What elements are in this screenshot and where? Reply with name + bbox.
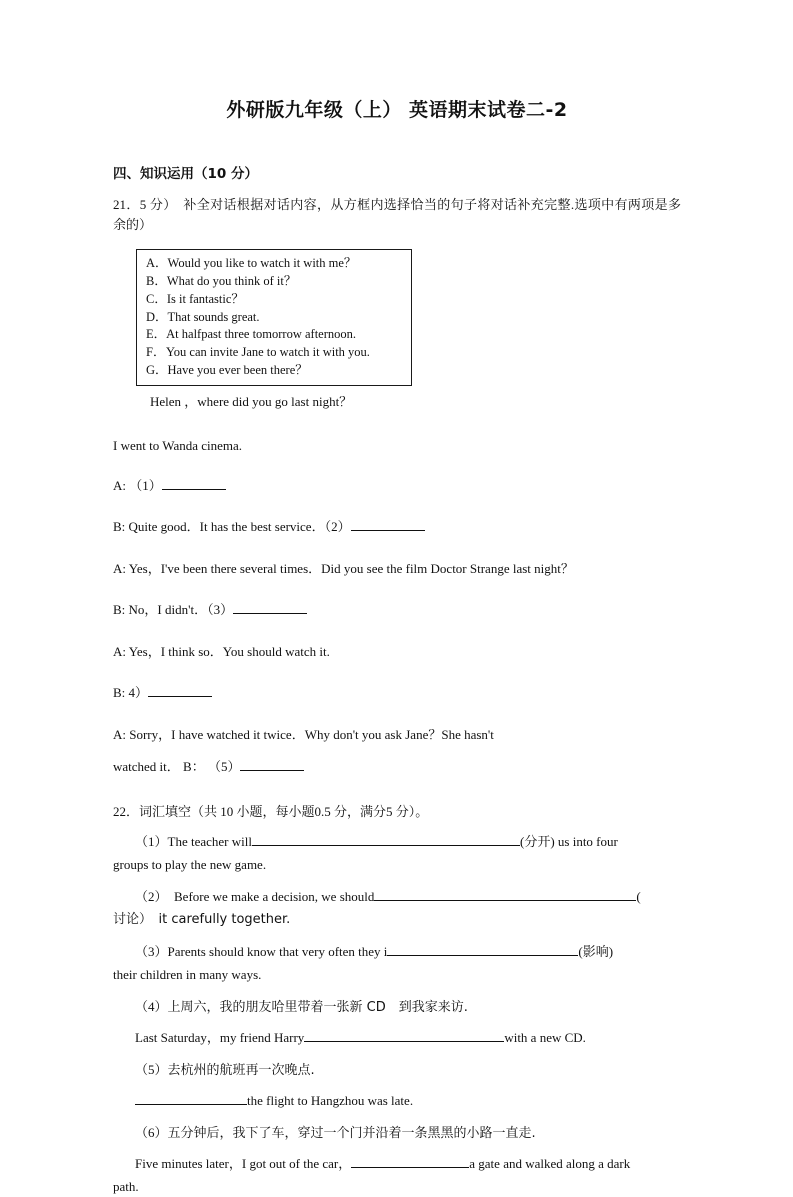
dialogue-text: Yes，I think so．You should watch it. [128,643,330,659]
item-text-after: with a new CD. [504,1029,586,1045]
option-text: Would you like to watch it with me？ [167,256,357,271]
speaker-label: A: [113,726,126,742]
dialogue-line-1 [113,476,681,496]
dialogue-standalone-line: I went to Wanda cinema. [113,437,243,453]
item-number: （2） [135,888,162,904]
item-text-before: Last Saturday，my friend Harry [135,1029,305,1045]
speaker-label: B: [113,602,126,618]
dialogue-text: watched it． [113,759,180,775]
speaker-label: A: [113,643,126,659]
dialogue-text: Quite good．It has the best service．（2） [128,519,351,535]
fill-blank-22-3[interactable] [387,942,578,955]
dialogue-text: No，I didn't．（3） [128,602,234,618]
option-item [146,362,403,380]
question-22-item-2-wrap: 讨论） it carefully together. [113,911,291,927]
dialogue-line-4 [113,600,681,620]
question-22-item-2 [113,886,681,907]
option-text: What do you think of it？ [166,274,297,289]
dialogue-line-8 [113,757,681,777]
dialogue-text: Sorry，I have watched it twice．Why don't you ask Jane？She hasn't [129,726,494,742]
question-22-item-6 [113,1122,681,1144]
item-number: （3） [135,943,168,959]
option-item [146,344,403,362]
item-chinese: 去杭州的航班再一次晚点. [167,1062,315,1078]
item-text-after: a gate and walked along a dark [469,1156,631,1172]
option-item [146,273,403,291]
option-letter: B． [146,274,167,289]
option-letter: F． [146,345,166,360]
dialogue-line-6 [113,683,681,703]
question-22-item-3 [113,941,681,962]
option-text: You can invite Jane to watch it with you. [166,345,370,360]
item-text-after: (分开) us into four [519,833,618,849]
option-item [146,291,403,309]
dialogue-line-7 [113,725,681,745]
answer-blank-4[interactable] [148,696,212,697]
option-item [146,326,403,344]
dialogue-text: Yes，I've been there several times．Did you see the film Doctor Strange last night？ [128,560,574,576]
question-22-item-1-wrap: groups to play the new game. [113,856,267,872]
dialogue-line-2 [113,517,681,537]
section-heading: 四、知识运用（10 分） [113,166,258,182]
question-22-item-6-answer [113,1153,681,1174]
speaker-label: B: [113,685,126,701]
option-item [146,309,403,327]
item-number: （5） [135,1061,168,1077]
fill-blank-22-2[interactable] [374,887,636,900]
item-number: （6） [135,1125,168,1140]
option-text: Is it fantastic？ [166,291,244,306]
option-letter: C． [146,291,167,306]
question-22-item-4 [113,996,681,1018]
item-chinese: 五分钟后，我下了车，穿过一个门并沿着一条黑黑的小路一直走. [167,1126,536,1141]
option-text: That sounds great. [167,309,260,324]
answer-blank-1[interactable] [162,489,226,490]
options-box [136,249,412,385]
dialogue-line-3 [113,559,681,579]
dialogue-intro-line: Helen ，where did you go last night？ [150,393,353,409]
blank-number: （5） [207,759,241,775]
question-22-item-5-answer [113,1090,681,1111]
option-item [146,255,403,273]
speaker-label: B： [183,759,205,775]
question-22-heading: 22．词汇填空（共 10 小题，每小题0.5 分，满分5 分）。 [113,803,429,819]
option-letter: D． [146,309,168,324]
item-text-after: ( [636,888,641,904]
speaker-label: A: [113,560,126,576]
option-text: Have you ever been there？ [167,362,308,377]
item-chinese: 上周六，我的朋友哈里带着一张新 CD 到我家来访. [167,999,468,1015]
item-text-after: (影响) [578,943,614,959]
answer-blank-2[interactable] [351,530,425,531]
fill-blank-22-4[interactable] [304,1029,504,1042]
item-text-before: Before we make a decision, we should [161,888,375,904]
page-content [113,0,681,1197]
page-title: 外研版九年级（上） 英语期末试卷二-2 [226,99,568,121]
item-text-before: The teacher will [167,833,252,849]
item-number: （4） [135,998,168,1014]
option-letter: G． [146,362,168,377]
question-22-item-5 [113,1059,681,1081]
dialogue-text: （1） [129,477,162,493]
question-22-item-3-wrap: their children in many ways. [113,966,262,982]
option-text: At halfpast three tomorrow afternoon. [166,327,357,342]
item-text-after: the flight to Hangzhou was late. [247,1092,414,1108]
fill-blank-22-1[interactable] [252,832,520,845]
speaker-label: B: [113,519,126,535]
item-number: （1） [135,833,168,849]
speaker-label: A: [113,477,126,493]
fill-blank-22-6[interactable] [351,1155,469,1168]
dialogue-text: 4） [128,685,149,701]
fill-blank-22-5[interactable] [135,1092,247,1105]
question-22-item-6-wrap: path. [113,1179,139,1195]
item-text-before: Parents should know that very often they i [167,943,388,959]
question-22-item-4-answer [113,1027,681,1048]
option-letter: A． [146,256,168,271]
option-letter: E． [146,327,167,342]
question-22-item-1 [113,831,681,852]
question-21-lead: 21．5 分） 补全对话根据对话内容，从方框内选择恰当的句子将对话补充完整.选项中有两项是多 余的） [113,197,681,233]
dialogue-line-5 [113,642,681,662]
item-text-before: Five minutes later，I got out of the car， [135,1156,352,1172]
answer-blank-3[interactable] [233,613,307,614]
answer-blank-5[interactable] [240,770,304,771]
